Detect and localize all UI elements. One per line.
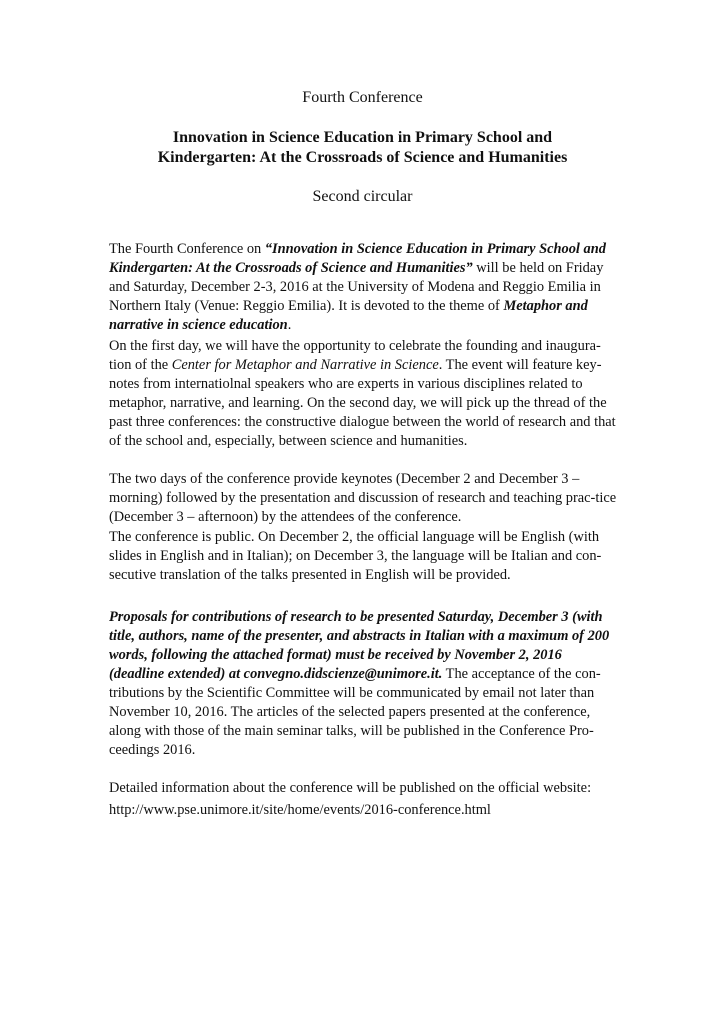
website-url[interactable]: http://www.pse.unimore.it/site/home/events/2016-conference.html [109, 802, 491, 818]
conference-label: Fourth Conference [302, 89, 423, 106]
document-subtitle: Second circular [312, 188, 413, 205]
conference-title-quote: “Innovation in Science Education in Primary School and Kindergarten: At the Crossroads of Science and Humanities” [109, 241, 606, 276]
schedule-paragraph: The two days of the conference provide keynotes (December 2 and December 3 – morning) followed by the presentation and discussion of research and teaching prac-tice (December 3 – afternoon) by the attendees of the conference. [109, 471, 617, 525]
intro-text-b: will be held on Friday and Saturday, December 2-3, 2016 at the University of Modena and Reggio Emilia in Northern Italy (Venue: Reggio Emilia). It is devoted to the theme of [109, 260, 604, 314]
first-day-paragraph [109, 337, 619, 451]
proposals-text: The acceptance of the con-tributions by the Scientific Committee will be communicated by email not later than November 10, 2016. The articles of the selected papers presented at the conference, along with those of the main seminar talks, will be published in the Conference Pro-ceedings 2016. [109, 666, 601, 758]
language-paragraph: The conference is public. On December 2, the official language will be English (with slides in English and in Italian); on December 3, the language will be Italian and con-secutive translation of the talks presented in English will be provided. [109, 529, 602, 583]
proposals-call: Proposals for contributions of research to be presented Saturday, December 3 (with title, authors, name of the presenter, and abstracts in Italian with a maximum of 200 words, following the attached format) must be received by November 2, 2016 (deadline extended) at convegno.didscienze@unimore.it. [109, 609, 610, 682]
conference-theme: Metaphor and narrative in science education [109, 298, 588, 333]
intro-text-a: The Fourth Conference on [109, 241, 265, 257]
center-name: Center for Metaphor and Narrative in Science [171, 357, 439, 373]
first-day-text-b: . The event will feature key-notes from internatiolnal speakers who are experts in various disciplines related to metaphor, narrative, and learning. On the second day, we will pick up the thread of the past three conferences: the constructive dialogue between the world of research and that of the school and, especially, between science and humanities. [109, 357, 616, 449]
title-line-2: Kindergarten: At the Crossroads of Science and Humanities [157, 149, 568, 166]
intro-paragraph [109, 240, 619, 335]
proposals-paragraph [109, 608, 619, 760]
intro-text-c: . [287, 317, 292, 333]
website-paragraph: Detailed information about the conference will be published on the official website: [109, 780, 592, 796]
document-title [0, 128, 725, 168]
title-line-1: Innovation in Science Education in Primary School and [172, 129, 553, 146]
first-day-text-a: On the first day, we will have the opportunity to celebrate the founding and inaugura-tion of the [109, 338, 601, 373]
